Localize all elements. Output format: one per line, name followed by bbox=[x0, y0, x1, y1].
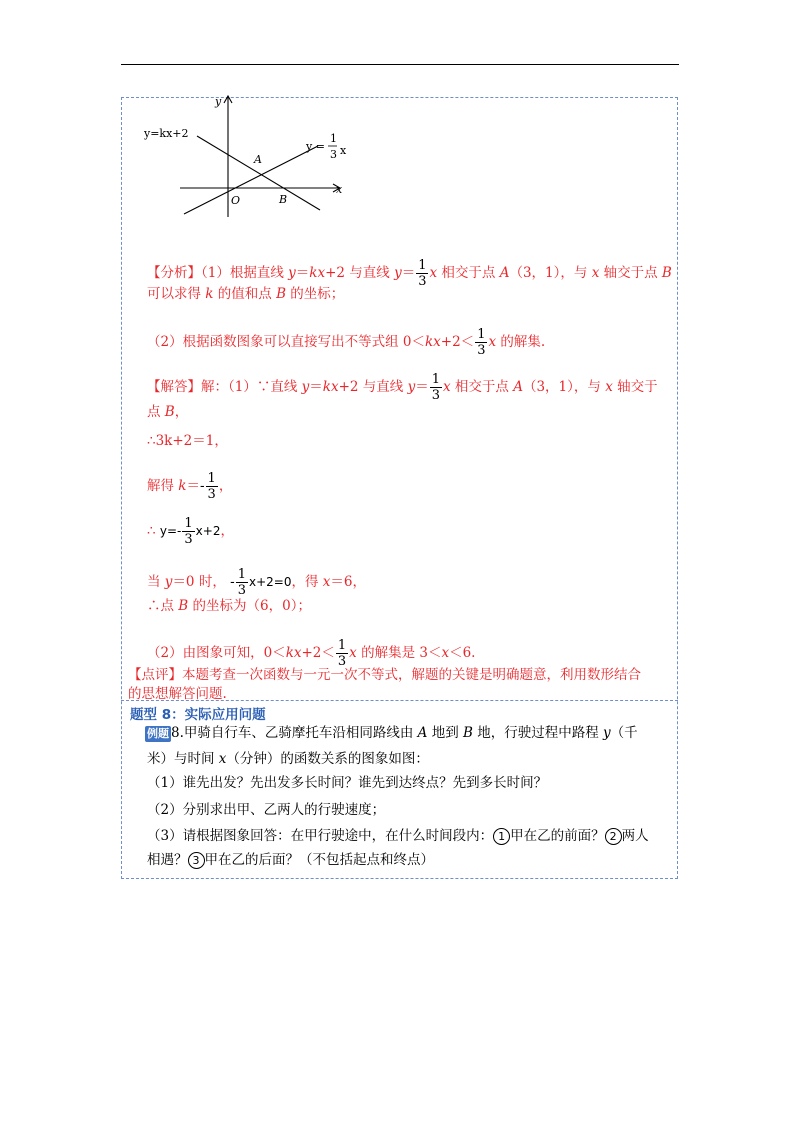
example-line-1: 例题 8.甲骑自行车、乙骑摩托车沿相同路线由 A 地到 B 地，行驶过程中路程 y（千 bbox=[147, 725, 638, 741]
header-rule bbox=[121, 64, 679, 65]
origin-label: O bbox=[231, 194, 241, 207]
question-3-cont: 相遇？ 3 甲在乙的后面？（不包括起点和终点） bbox=[147, 852, 434, 868]
comment-line-2: 的思想解答问题. bbox=[128, 686, 227, 702]
fraction: $\frac{1}{3}$ bbox=[477, 327, 486, 358]
solution-line-3: ∴3k+2＝1， bbox=[147, 433, 228, 449]
comment-line-1: 【点评】本题考查一次函数与一元一次不等式，解题的关键是明确题意，利用数形结合 bbox=[128, 667, 641, 683]
circled-number: 1 bbox=[493, 828, 510, 845]
x-axis-label: x bbox=[336, 183, 343, 196]
line2-label-y: y = bbox=[306, 140, 325, 153]
question-1: （1）谁先出发？先出发多长时间？谁先到达终点？先到多长时间？ bbox=[147, 775, 548, 791]
circled-number: 3 bbox=[188, 852, 205, 869]
solution-line-7: ∴点 B 的坐标为（6，0）； bbox=[147, 598, 311, 614]
solution-line-5: ∴ y=- $\frac{1}{3}$ x+2， bbox=[147, 516, 234, 547]
y-axis-label: y bbox=[215, 95, 222, 108]
fraction: $\frac{1}{3}$ bbox=[337, 638, 347, 669]
analysis-line-2: 可以求得 k 的值和点 B 的坐标； bbox=[147, 286, 345, 302]
line2-den: 3 bbox=[330, 148, 337, 161]
line2-var: x bbox=[340, 144, 347, 157]
fraction: $\frac{1}{3}$ bbox=[431, 372, 440, 403]
line-one-third-x bbox=[184, 146, 318, 214]
question-2: （2）分别求出甲、乙两人的行驶速度； bbox=[147, 802, 386, 818]
solution-line-8: （2）由图象可知，0＜kx+2＜ $\frac{1}{3}$ x 的解集是 3＜x＜6. bbox=[147, 638, 476, 669]
function-graph bbox=[142, 92, 362, 220]
example-badge: 例题 bbox=[147, 727, 169, 740]
fraction: $\frac{1}{3}$ bbox=[184, 516, 193, 547]
solution-line-6: 当 y＝0 时， - $\frac{1}{3}$ x+2=0，得 x＝6， bbox=[147, 567, 366, 598]
circled-number: 2 bbox=[605, 828, 622, 845]
solution-line-1: 【解答】解：（1）∵直线 y＝kx+2 与直线 y＝ $\frac{1}{3}$ x 相交于点 A（3，1），与 x 轴交于 bbox=[147, 372, 658, 403]
fraction: $\frac{1}{3}$ bbox=[418, 258, 427, 289]
solution-line-2: 点 B， bbox=[147, 404, 189, 420]
solution-line-4: 解得 k＝- $\frac{1}{3}$ ， bbox=[147, 471, 233, 502]
section-title: 题型 8：实际应用问题 bbox=[130, 707, 266, 723]
question-3: （3）请根据图象回答：在甲行驶途中，在什么时间段内： 1 甲在乙的前面？ 2 两人 bbox=[147, 828, 649, 844]
analysis-line-1: 【分析】（1）根据直线 y＝kx+2 与直线 y＝ $\frac{1}{3}$ x 相交于点 A（3，1），与 x 轴交于点 B bbox=[147, 258, 672, 289]
example-line-2: 米）与时间 x（分钟）的函数关系的图象如图： bbox=[147, 751, 429, 767]
fraction: $\frac{1}{3}$ bbox=[237, 567, 246, 598]
fraction: $\frac{1}{3}$ bbox=[207, 471, 216, 502]
point-a-label: A bbox=[254, 153, 262, 166]
line-kx-plus-2 bbox=[197, 136, 320, 210]
line1-label: y=kx+2 bbox=[144, 127, 189, 140]
point-b-label: B bbox=[279, 193, 288, 206]
line2-num: 1 bbox=[330, 132, 337, 145]
analysis-line-3: （2）根据函数图象可以直接写出不等式组 0＜kx+2＜ $\frac{1}{3}$ x 的解集. bbox=[147, 327, 546, 358]
